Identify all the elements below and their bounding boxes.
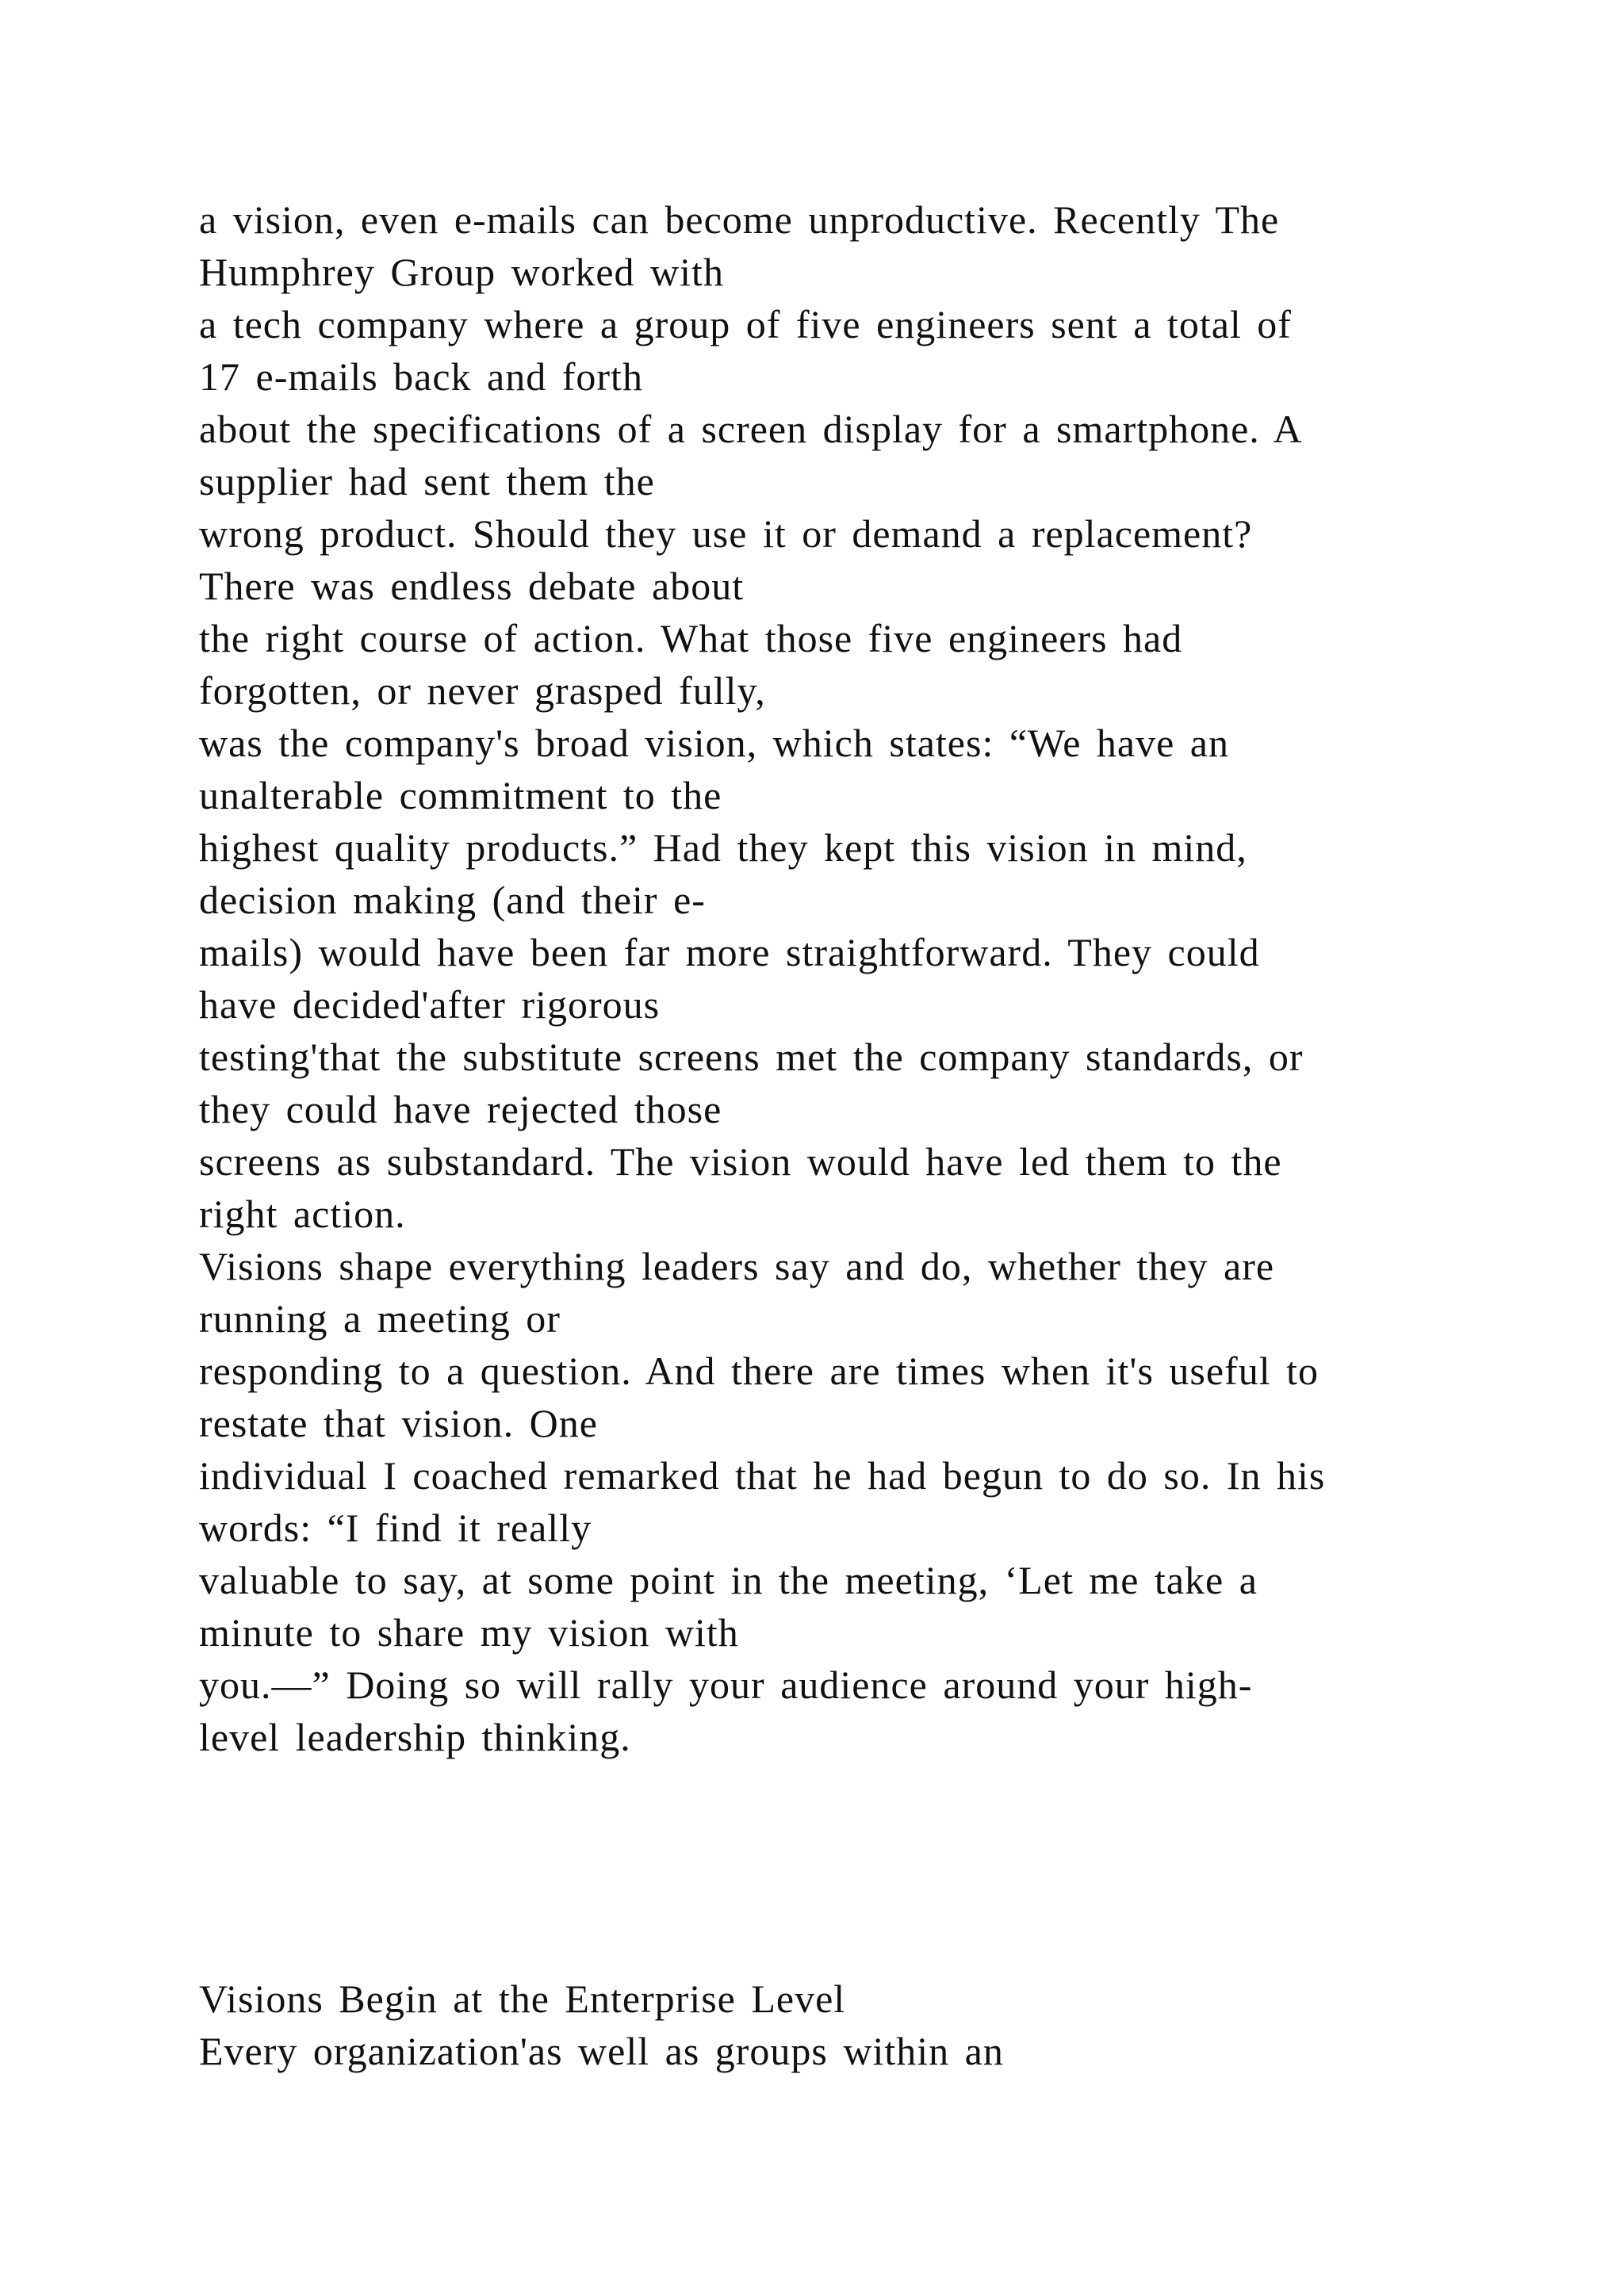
- body-text: [199, 193, 1500, 2077]
- text-line: running a meeting or: [199, 1296, 561, 1341]
- blank-space: [199, 1763, 1500, 1973]
- text-line: right action.: [199, 1192, 406, 1236]
- text-line: they could have rejected those: [199, 1087, 722, 1131]
- text-line: Visions shape everything leaders say and do, whether they are: [199, 1244, 1275, 1288]
- text-line: There was endless debate about: [199, 564, 745, 608]
- text-line: forgotten, or never grasped fully,: [199, 668, 766, 713]
- text-line: valuable to say, at some point in the meeting, ‘Let me take a: [199, 1558, 1258, 1602]
- text-line: Humphrey Group worked with: [199, 250, 724, 294]
- text-line: Every organization'as well as groups within an: [199, 2029, 1004, 2073]
- text-line: words: “I find it really: [199, 1506, 592, 1550]
- text-line: a tech company where a group of five engineers sent a total of: [199, 302, 1292, 346]
- text-line: testing'that the substitute screens met the company standards, or: [199, 1035, 1304, 1079]
- text-line: supplier had sent them the: [199, 459, 655, 503]
- text-line: have decided'after rigorous: [199, 982, 661, 1027]
- text-line: wrong product. Should they use it or demand a replacement?: [199, 511, 1253, 556]
- text-line: individual I coached remarked that he had begun to do so. In his: [199, 1453, 1326, 1498]
- text-line: the right course of action. What those five engineers had: [199, 616, 1183, 660]
- text-line: decision making (and their e-: [199, 878, 706, 922]
- text-line: about the specifications of a screen display for a smartphone. A: [199, 407, 1303, 451]
- text-line: level leadership thinking.: [199, 1715, 631, 1759]
- text-line: unalterable commitment to the: [199, 773, 722, 817]
- text-line: 17 e-mails back and forth: [199, 354, 643, 399]
- text-line: mails) would have been far more straightforward. They could: [199, 930, 1260, 974]
- text-line: you.—” Doing so will rally your audience around your high-: [199, 1663, 1253, 1707]
- section-heading: Visions Begin at the Enterprise Level: [199, 1976, 846, 2021]
- text-line: screens as substandard. The vision would have led them to the: [199, 1139, 1282, 1184]
- text-line: highest quality products.” Had they kept this vision in mind,: [199, 825, 1247, 870]
- text-line: minute to share my vision with: [199, 1610, 739, 1655]
- text-line: a vision, even e-mails can become unproductive. Recently The: [199, 197, 1280, 242]
- text-line: responding to a question. And there are times when it's useful to: [199, 1349, 1319, 1393]
- text-line: was the company's broad vision, which states: “We have an: [199, 721, 1229, 765]
- text-line: restate that vision. One: [199, 1401, 598, 1445]
